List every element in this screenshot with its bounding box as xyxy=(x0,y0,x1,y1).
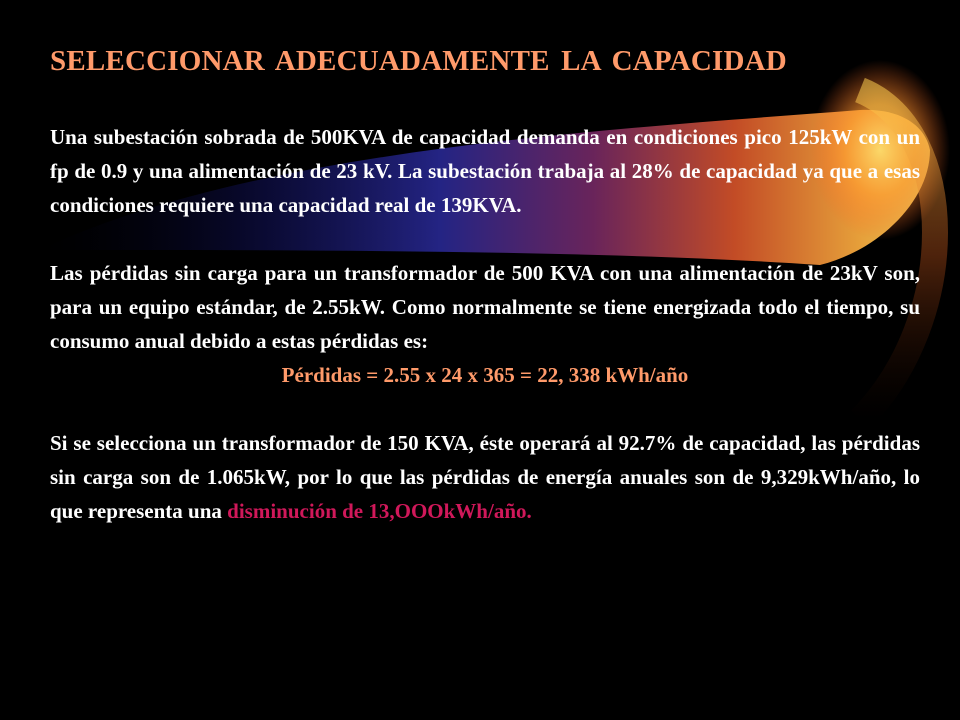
spacer xyxy=(50,222,920,256)
spacer xyxy=(50,392,920,426)
reduction-highlight: disminución de 13,OOOkWh/año. xyxy=(227,499,532,523)
paragraph-losses: Las pérdidas sin carga para un transformador de 500 KVA con una alimentación de 23kV son, para un equipo estándar, de 2.55kW. Como normalmente se tiene energizada todo el tiempo, su consumo anual debido a estas pérdidas es: xyxy=(50,261,920,353)
paragraph-substation: Una subestación sobrada de 500KVA de capacidad demanda en condiciones pico 125kW con un fp de 0.9 y una alimentación de 23 kV. La subestación trabaja al 28% de capacidad ya que a esas condiciones requiere una capacidad real de 139KVA. xyxy=(50,125,920,217)
conclusion-text: Si se selecciona un transformador de 150 KVA, éste operará al 92.7% de capacidad, las pérdidas sin carga son de 1.065kW, por lo que las pérdidas de energía anuales son de 9,329kWh/año, lo que representa una xyxy=(50,431,920,523)
slide-title: SELECCIONAR ADECUADAMENTE LA CAPACIDAD xyxy=(50,45,787,77)
losses-formula: Pérdidas = 2.55 x 24 x 365 = 22, 338 kWh/año xyxy=(281,363,689,387)
paragraph-conclusion xyxy=(50,426,920,528)
slide-content xyxy=(50,40,920,528)
